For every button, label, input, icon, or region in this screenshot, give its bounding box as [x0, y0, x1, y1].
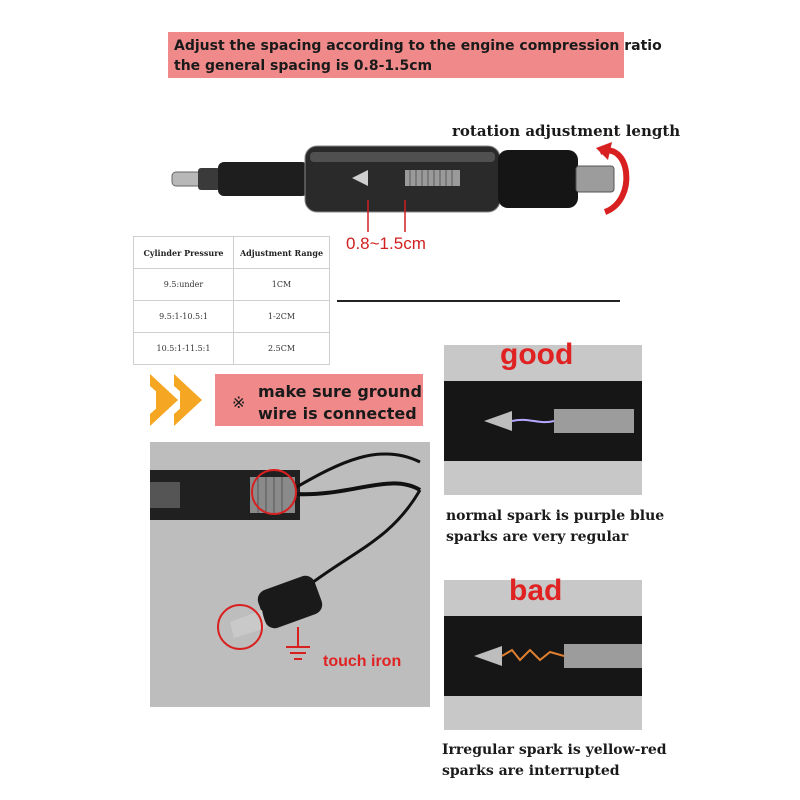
- header-line-1: Adjust the spacing according to the engine compression ratio: [174, 38, 662, 54]
- column-header: Cylinder Pressure: [134, 237, 234, 269]
- bad-caption: [442, 740, 667, 782]
- divider-line: [337, 300, 620, 302]
- tester-handle: [498, 150, 578, 208]
- ground-notice-text: [258, 381, 422, 425]
- table-cell: 9.5:under: [134, 269, 234, 301]
- good-label: good: [500, 338, 574, 371]
- bad-label: bad: [509, 574, 563, 607]
- table-row: [134, 301, 330, 333]
- good-caption-line-2: sparks are very regular: [446, 529, 629, 545]
- tester-collar: [198, 168, 220, 190]
- table-cell: 9.5:1-10.5:1: [134, 301, 234, 333]
- reference-mark-icon: ※: [232, 393, 246, 412]
- ground-line-2: wire is connected: [258, 404, 417, 423]
- bad-caption-line-1: Irregular spark is yellow-red: [442, 742, 667, 758]
- spec-table: [133, 236, 330, 365]
- table-cell: 10.5:1-11.5:1: [134, 333, 234, 365]
- table-header-row: [134, 237, 330, 269]
- ground-line-1: make sure ground: [258, 382, 422, 401]
- tester-rod: [218, 162, 308, 196]
- good-caption-line-1: normal spark is purple blue: [446, 508, 665, 524]
- bad-caption-line-2: sparks are interrupted: [442, 763, 620, 779]
- header-text: [174, 36, 662, 76]
- double-arrow-icon: [150, 374, 212, 426]
- spacing-label: 0.8~1.5cm: [346, 234, 426, 253]
- table-row: [134, 333, 330, 365]
- good-caption: [446, 506, 664, 548]
- spark-tester-illustration: [160, 130, 640, 240]
- rotation-label: rotation adjustment length: [452, 122, 681, 140]
- table-cell: 2.5CM: [234, 333, 330, 365]
- table-cell: 1CM: [234, 269, 330, 301]
- adjust-knob: [576, 166, 614, 192]
- touch-iron-label: touch iron: [323, 653, 402, 670]
- table-row: [134, 269, 330, 301]
- table-cell: 1-2CM: [234, 301, 330, 333]
- header-line-2: the general spacing is 0.8-1.5cm: [174, 58, 433, 74]
- column-header: Adjustment Range: [234, 237, 330, 269]
- tester-tip: [172, 172, 202, 186]
